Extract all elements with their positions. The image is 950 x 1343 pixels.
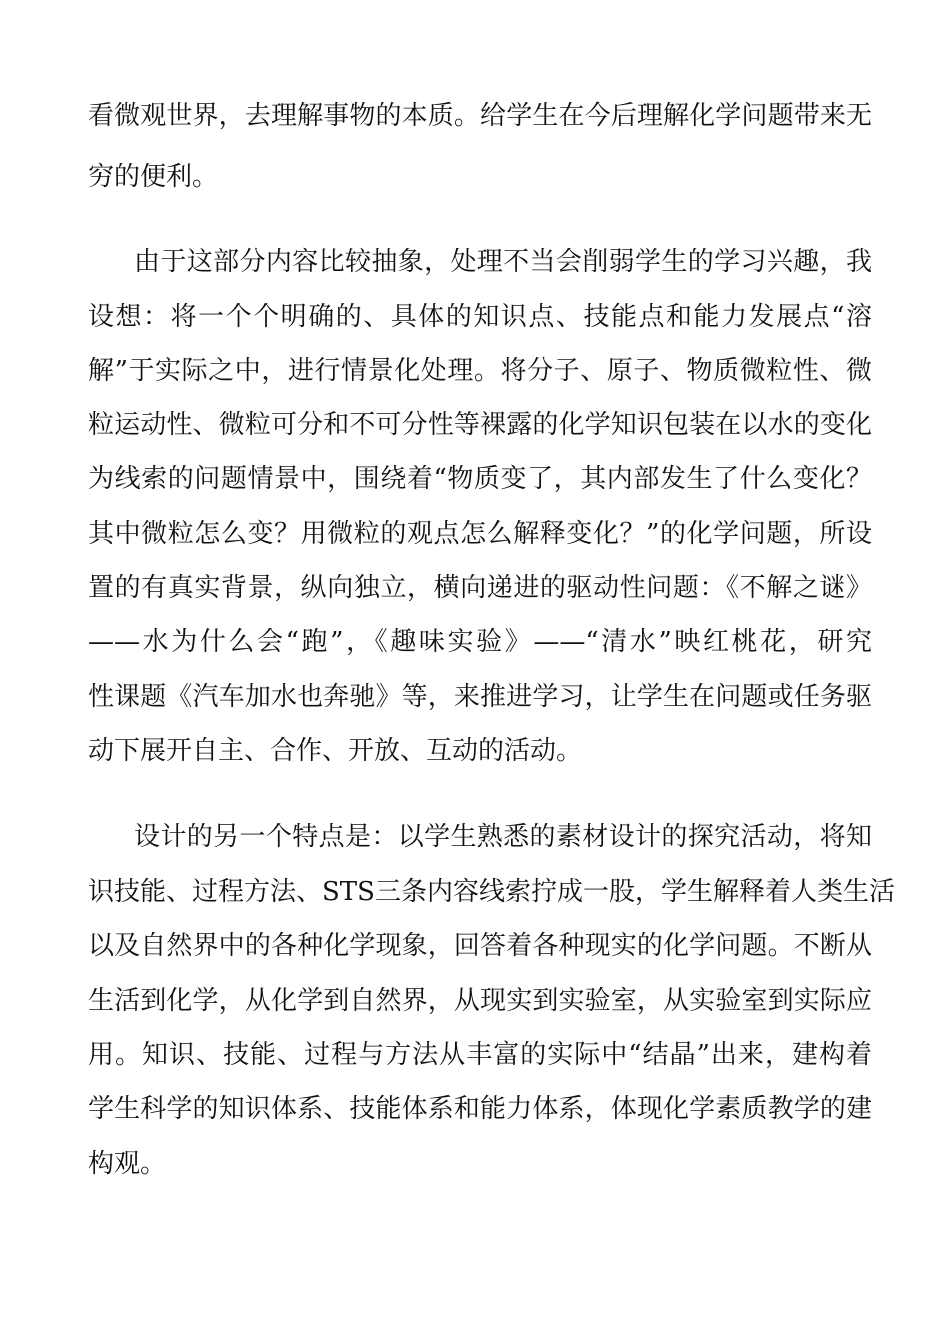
paragraph-1-line-1: 看微观世界，去理解事物的本质。给学生在今后理解化学问题带来无 — [88, 101, 872, 131]
paragraph-1-line-2: 穷的便利。 — [88, 162, 219, 192]
paragraph-2-line-7: 置的有真实背景，纵向独立，横向递进的驱动性问题：《不解之谜》 — [88, 573, 872, 603]
paragraph-2-line-10: 动下展开自主、合作、开放、互动的活动。 — [88, 736, 583, 766]
paragraph-3-line-5: 用。知识、技能、过程与方法从丰富的实际中“结晶”出来，建构着 — [88, 1040, 872, 1070]
paragraph-2-line-2: 设想：将一个个明确的、具体的知识点、技能点和能力发展点“溶 — [88, 302, 872, 332]
paragraph-3-line-2: 识技能、过程方法、STS三条内容线索拧成一股，学生解释着人类生活 — [88, 877, 895, 907]
paragraph-2-line-1: 由于这部分内容比较抽象，处理不当会削弱学生的学习兴趣，我 — [134, 247, 872, 277]
paragraph-3-line-4: 生活到化学，从化学到自然界，从现实到实验室，从实验室到实际应 — [88, 986, 872, 1016]
paragraph-2-line-6: 其中微粒怎么变？用微粒的观点怎么解释变化？”的化学问题，所设 — [88, 519, 872, 549]
paragraph-2-line-5: 为线索的问题情景中，围绕着“物质变了，其内部发生了什么变化？ — [88, 464, 872, 494]
paragraph-2-line-3: 解”于实际之中，进行情景化处理。将分子、原子、物质微粒性、微 — [88, 356, 872, 386]
paragraph-2-line-8: ——水为什么会“跑”，《趣味实验》——“清水”映红桃花，研究 — [88, 627, 872, 657]
paragraph-3-line-7: 构观。 — [88, 1149, 167, 1179]
paragraph-2-line-9: 性课题《汽车加水也奔驰》等，来推进学习，让学生在问题或任务驱 — [88, 682, 872, 712]
paragraph-2-line-4: 粒运动性、微粒可分和不可分性等裸露的化学知识包装在以水的变化 — [88, 410, 872, 440]
paragraph-3-line-6: 学生科学的知识体系、技能体系和能力体系，体现化学素质教学的建 — [88, 1094, 872, 1124]
paragraph-3-line-3: 以及自然界中的各种化学现象，回答着各种现实的化学问题。不断从 — [88, 931, 872, 961]
paragraph-3-line-1: 设计的另一个特点是：以学生熟悉的素材设计的探究活动，将知 — [134, 822, 872, 852]
